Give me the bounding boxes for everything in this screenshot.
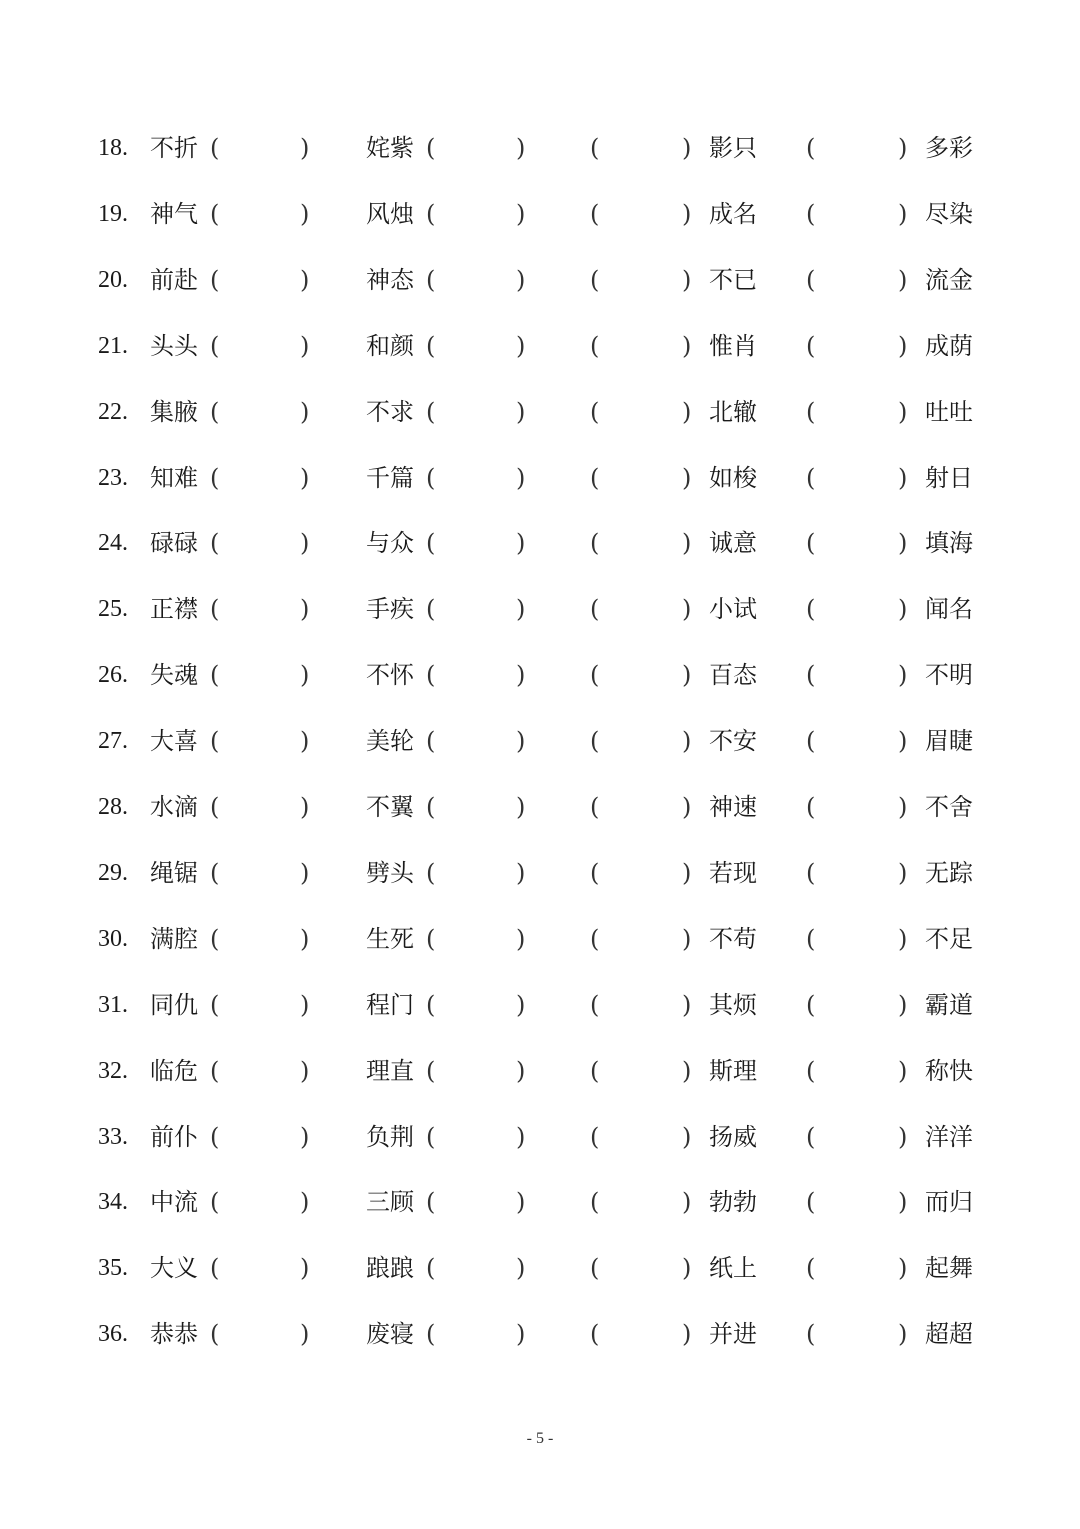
idiom-row	[0, 655, 1080, 695]
paren-close-4[interactable]: )	[898, 463, 908, 492]
idiom-row	[0, 523, 1080, 563]
idiom-part-2: 和颜	[366, 331, 414, 360]
paren-open-3[interactable]: (	[590, 858, 600, 887]
idiom-part-1: 水滴	[150, 793, 198, 821]
idiom-part-4: 而归	[925, 1188, 973, 1217]
paren-close-1[interactable]: )	[300, 990, 310, 1019]
idiom-part-1: 前仆	[150, 1122, 198, 1151]
paren-open-4[interactable]: (	[806, 265, 816, 294]
paren-close-3[interactable]: )	[682, 134, 692, 162]
paren-open-4[interactable]: (	[806, 1188, 816, 1217]
paren-open-4[interactable]: (	[806, 858, 816, 887]
paren-open-2[interactable]: (	[426, 134, 436, 162]
paren-close-1[interactable]: )	[300, 1254, 310, 1283]
paren-close-1[interactable]: )	[300, 727, 310, 756]
paren-close-3[interactable]: )	[682, 1056, 692, 1085]
idiom-part-1: 不折	[150, 134, 198, 162]
idiom-part-4: 填海	[925, 529, 973, 558]
paren-close-1[interactable]: )	[300, 331, 310, 360]
paren-close-3[interactable]: )	[682, 1188, 692, 1217]
idiom-part-2: 姹紫	[366, 134, 414, 162]
paren-open-2[interactable]: (	[426, 397, 436, 426]
idiom-row	[0, 919, 1080, 959]
idiom-row	[0, 721, 1080, 761]
paren-open-2[interactable]: (	[426, 529, 436, 558]
paren-open-4[interactable]: (	[806, 331, 816, 360]
paren-open-1[interactable]: (	[210, 1122, 220, 1151]
paren-close-3[interactable]: )	[682, 661, 692, 690]
idiom-part-4: 尽染	[925, 199, 973, 228]
paren-open-1[interactable]: (	[210, 265, 220, 294]
idiom-part-2: 负荆	[366, 1122, 414, 1151]
idiom-part-2: 不怀	[366, 661, 414, 690]
idiom-part-2: 手疾	[366, 595, 414, 624]
paren-open-1[interactable]: (	[210, 990, 220, 1019]
idiom-part-3: 影只	[709, 134, 757, 162]
paren-close-4[interactable]: )	[898, 661, 908, 690]
item-number: 33.	[98, 1123, 128, 1150]
paren-close-4[interactable]: )	[898, 331, 908, 360]
idiom-part-4: 流金	[925, 265, 973, 294]
paren-open-2[interactable]: (	[426, 199, 436, 228]
paren-close-2[interactable]: )	[516, 924, 526, 953]
paren-open-2[interactable]: (	[426, 1056, 436, 1085]
idiom-part-3: 神速	[709, 793, 757, 821]
paren-close-2[interactable]: )	[516, 265, 526, 294]
paren-open-1[interactable]: (	[210, 529, 220, 558]
paren-open-3[interactable]: (	[590, 1122, 600, 1151]
paren-close-2[interactable]: )	[516, 1188, 526, 1217]
paren-open-4[interactable]: (	[806, 1254, 816, 1283]
paren-open-3[interactable]: (	[590, 134, 600, 162]
idiom-part-1: 失魂	[150, 661, 198, 690]
idiom-part-3: 并进	[709, 1320, 757, 1349]
paren-open-3[interactable]: (	[590, 1320, 600, 1349]
paren-open-3[interactable]: (	[590, 990, 600, 1019]
item-number: 22.	[98, 398, 128, 425]
paren-close-3[interactable]: )	[682, 529, 692, 558]
paren-close-2[interactable]: )	[516, 397, 526, 426]
paren-close-2[interactable]: )	[516, 331, 526, 360]
paren-close-3[interactable]: )	[682, 331, 692, 360]
idiom-row	[0, 1314, 1080, 1354]
idiom-part-4: 起舞	[925, 1254, 973, 1283]
paren-close-2[interactable]: )	[516, 1320, 526, 1349]
idiom-part-3: 斯理	[709, 1056, 757, 1085]
paren-open-2[interactable]: (	[426, 990, 436, 1019]
paren-open-3[interactable]: (	[590, 1254, 600, 1283]
idiom-part-3: 扬威	[709, 1122, 757, 1151]
idiom-part-4: 多彩	[925, 134, 973, 162]
paren-open-1[interactable]: (	[210, 793, 220, 821]
paren-close-2[interactable]: )	[516, 793, 526, 821]
idiom-row	[0, 787, 1080, 827]
paren-open-1[interactable]: (	[210, 661, 220, 690]
paren-close-1[interactable]: )	[300, 1122, 310, 1151]
item-number: 36.	[98, 1321, 128, 1348]
idiom-part-3: 勃勃	[709, 1188, 757, 1217]
paren-close-4[interactable]: )	[898, 595, 908, 624]
idiom-part-1: 正襟	[150, 595, 198, 624]
idiom-part-3: 诚意	[709, 529, 757, 558]
paren-open-2[interactable]: (	[426, 858, 436, 887]
idiom-part-4: 超超	[925, 1320, 973, 1349]
paren-close-2[interactable]: )	[516, 595, 526, 624]
idiom-part-3: 其烦	[709, 990, 757, 1019]
idiom-part-2: 劈头	[366, 858, 414, 887]
item-number: 28.	[98, 794, 128, 820]
paren-open-3[interactable]: (	[590, 924, 600, 953]
paren-open-3[interactable]: (	[590, 265, 600, 294]
paren-open-4[interactable]: (	[806, 463, 816, 492]
paren-open-1[interactable]: (	[210, 858, 220, 887]
idiom-part-4: 不舍	[925, 793, 973, 821]
idiom-part-2: 程门	[366, 990, 414, 1019]
item-number: 27.	[98, 728, 128, 755]
paren-close-1[interactable]: )	[300, 463, 310, 492]
paren-open-2[interactable]: (	[426, 463, 436, 492]
paren-open-3[interactable]: (	[590, 727, 600, 756]
idiom-part-2: 不翼	[366, 793, 414, 821]
idiom-part-4: 称快	[925, 1056, 973, 1085]
idiom-part-1: 同仇	[150, 990, 198, 1019]
idiom-part-3: 惟肖	[709, 331, 757, 360]
paren-close-3[interactable]: )	[682, 595, 692, 624]
paren-open-4[interactable]: (	[806, 397, 816, 426]
paren-open-1[interactable]: (	[210, 924, 220, 953]
paren-open-4[interactable]: (	[806, 924, 816, 953]
idiom-part-3: 如梭	[709, 463, 757, 492]
idiom-part-2: 理直	[366, 1056, 414, 1085]
idiom-part-1: 碌碌	[150, 529, 198, 558]
paren-open-2[interactable]: (	[426, 1254, 436, 1283]
paren-open-3[interactable]: (	[590, 595, 600, 624]
idiom-part-4: 不足	[925, 924, 973, 953]
paren-open-2[interactable]: (	[426, 1188, 436, 1217]
paren-close-2[interactable]: )	[516, 463, 526, 492]
paren-open-1[interactable]: (	[210, 1320, 220, 1349]
idiom-part-4: 不明	[925, 661, 973, 690]
idiom-row	[0, 260, 1080, 300]
idiom-row	[0, 392, 1080, 432]
paren-close-3[interactable]: )	[682, 1122, 692, 1151]
idiom-part-2: 生死	[366, 924, 414, 953]
paren-close-1[interactable]: )	[300, 199, 310, 228]
paren-close-2[interactable]: )	[516, 199, 526, 228]
paren-open-1[interactable]: (	[210, 397, 220, 426]
idiom-part-1: 知难	[150, 463, 198, 492]
idiom-part-1: 神气	[150, 199, 198, 228]
idiom-part-1: 恭恭	[150, 1320, 198, 1349]
idiom-part-1: 大义	[150, 1254, 198, 1283]
paren-open-1[interactable]: (	[210, 199, 220, 228]
paren-open-2[interactable]: (	[426, 793, 436, 821]
item-number: 23.	[98, 464, 128, 491]
paren-close-3[interactable]: )	[682, 924, 692, 953]
paren-close-4[interactable]: )	[898, 1122, 908, 1151]
paren-close-2[interactable]: )	[516, 134, 526, 162]
item-number: 31.	[98, 991, 128, 1018]
paren-close-3[interactable]: )	[682, 1254, 692, 1283]
paren-close-1[interactable]: )	[300, 1320, 310, 1349]
item-number: 26.	[98, 662, 128, 689]
idiom-part-1: 满腔	[150, 924, 198, 953]
idiom-part-4: 闻名	[925, 595, 973, 624]
idiom-part-3: 不安	[709, 727, 757, 756]
paren-open-3[interactable]: (	[590, 661, 600, 690]
paren-close-3[interactable]: )	[682, 727, 692, 756]
paren-close-2[interactable]: )	[516, 858, 526, 887]
idiom-part-2: 神态	[366, 265, 414, 294]
paren-open-4[interactable]: (	[806, 529, 816, 558]
idiom-part-1: 中流	[150, 1188, 198, 1217]
paren-open-4[interactable]: (	[806, 1320, 816, 1349]
paren-open-3[interactable]: (	[590, 529, 600, 558]
idiom-part-2: 踉踉	[366, 1254, 414, 1283]
paren-close-4[interactable]: )	[898, 727, 908, 756]
idiom-row	[0, 128, 1080, 168]
paren-open-2[interactable]: (	[426, 1320, 436, 1349]
paren-open-1[interactable]: (	[210, 1254, 220, 1283]
idiom-part-4: 眉睫	[925, 727, 973, 756]
paren-close-4[interactable]: )	[898, 199, 908, 228]
paren-close-3[interactable]: )	[682, 793, 692, 821]
idiom-part-4: 吐吐	[925, 397, 973, 426]
paren-open-3[interactable]: (	[590, 331, 600, 360]
paren-close-3[interactable]: )	[682, 990, 692, 1019]
idiom-row	[0, 1117, 1080, 1157]
paren-open-2[interactable]: (	[426, 661, 436, 690]
paren-close-1[interactable]: )	[300, 595, 310, 624]
paren-close-2[interactable]: )	[516, 529, 526, 558]
idiom-row	[0, 853, 1080, 893]
idiom-part-3: 北辙	[709, 397, 757, 426]
paren-close-4[interactable]: )	[898, 265, 908, 294]
paren-close-1[interactable]: )	[300, 1056, 310, 1085]
paren-open-1[interactable]: (	[210, 1056, 220, 1085]
idiom-row	[0, 194, 1080, 234]
paren-open-1[interactable]: (	[210, 1188, 220, 1217]
paren-close-4[interactable]: )	[898, 990, 908, 1019]
item-number: 30.	[98, 925, 128, 952]
idiom-part-4: 成荫	[925, 331, 973, 360]
paren-close-3[interactable]: )	[682, 463, 692, 492]
paren-open-2[interactable]: (	[426, 727, 436, 756]
paren-close-4[interactable]: )	[898, 924, 908, 953]
item-number: 29.	[98, 859, 128, 886]
paren-open-4[interactable]: (	[806, 661, 816, 690]
idiom-row	[0, 458, 1080, 498]
item-number: 25.	[98, 596, 128, 623]
paren-close-4[interactable]: )	[898, 134, 908, 162]
paren-close-3[interactable]: )	[682, 397, 692, 426]
paren-close-2[interactable]: )	[516, 990, 526, 1019]
paren-open-3[interactable]: (	[590, 1188, 600, 1217]
idiom-part-1: 大喜	[150, 727, 198, 756]
paren-open-1[interactable]: (	[210, 331, 220, 360]
paren-open-3[interactable]: (	[590, 397, 600, 426]
item-number: 34.	[98, 1189, 128, 1216]
paren-close-1[interactable]: )	[300, 858, 310, 887]
idiom-part-2: 千篇	[366, 463, 414, 492]
paren-close-4[interactable]: )	[898, 1188, 908, 1217]
paren-close-3[interactable]: )	[682, 265, 692, 294]
paren-open-3[interactable]: (	[590, 793, 600, 821]
paren-close-3[interactable]: )	[682, 199, 692, 228]
idiom-part-2: 废寝	[366, 1320, 414, 1349]
item-number: 20.	[98, 266, 128, 293]
page-number: - 5 -	[526, 1430, 554, 1447]
paren-close-4[interactable]: )	[898, 397, 908, 426]
paren-open-4[interactable]: (	[806, 727, 816, 756]
paren-close-4[interactable]: )	[898, 1056, 908, 1085]
paren-open-3[interactable]: (	[590, 1056, 600, 1085]
paren-open-4[interactable]: (	[806, 793, 816, 821]
paren-open-4[interactable]: (	[806, 990, 816, 1019]
paren-close-2[interactable]: )	[516, 1254, 526, 1283]
paren-close-1[interactable]: )	[300, 661, 310, 690]
paren-open-1[interactable]: (	[210, 463, 220, 492]
paren-open-1[interactable]: (	[210, 727, 220, 756]
idiom-part-4: 射日	[925, 463, 973, 492]
paren-open-4[interactable]: (	[806, 134, 816, 162]
paren-open-1[interactable]: (	[210, 134, 220, 162]
paren-close-1[interactable]: )	[300, 1188, 310, 1217]
item-number: 21.	[98, 332, 128, 359]
paren-close-2[interactable]: )	[516, 1056, 526, 1085]
item-number: 24.	[98, 530, 128, 557]
idiom-row	[0, 1182, 1080, 1222]
paren-close-4[interactable]: )	[898, 858, 908, 887]
paren-open-2[interactable]: (	[426, 331, 436, 360]
idiom-part-1: 头头	[150, 331, 198, 360]
idiom-row	[0, 326, 1080, 366]
paren-close-1[interactable]: )	[300, 265, 310, 294]
idiom-part-3: 若现	[709, 858, 757, 887]
idiom-part-1: 临危	[150, 1056, 198, 1085]
paren-open-3[interactable]: (	[590, 199, 600, 228]
paren-close-1[interactable]: )	[300, 134, 310, 162]
idiom-row	[0, 985, 1080, 1025]
paren-open-1[interactable]: (	[210, 595, 220, 624]
paren-close-1[interactable]: )	[300, 924, 310, 953]
paren-open-2[interactable]: (	[426, 595, 436, 624]
paren-open-3[interactable]: (	[590, 463, 600, 492]
idiom-row	[0, 589, 1080, 629]
paren-close-4[interactable]: )	[898, 793, 908, 821]
idiom-part-3: 百态	[709, 661, 757, 690]
paren-close-3[interactable]: )	[682, 858, 692, 887]
item-number: 18.	[98, 135, 128, 161]
idiom-part-3: 小试	[709, 595, 757, 624]
paren-close-3[interactable]: )	[682, 1320, 692, 1349]
paren-close-4[interactable]: )	[898, 529, 908, 558]
idiom-row	[0, 1051, 1080, 1091]
paren-close-2[interactable]: )	[516, 1122, 526, 1151]
paren-open-4[interactable]: (	[806, 1056, 816, 1085]
paren-close-4[interactable]: )	[898, 1320, 908, 1349]
paren-open-2[interactable]: (	[426, 265, 436, 294]
idiom-part-3: 成名	[709, 199, 757, 228]
idiom-part-2: 美轮	[366, 727, 414, 756]
paren-open-2[interactable]: (	[426, 1122, 436, 1151]
paren-open-4[interactable]: (	[806, 1122, 816, 1151]
idiom-part-4: 霸道	[925, 990, 973, 1019]
paren-close-1[interactable]: )	[300, 529, 310, 558]
paren-close-2[interactable]: )	[516, 727, 526, 756]
idiom-row	[0, 1248, 1080, 1288]
paren-close-2[interactable]: )	[516, 661, 526, 690]
idiom-part-2: 风烛	[366, 199, 414, 228]
idiom-part-1: 集腋	[150, 397, 198, 426]
idiom-part-2: 与众	[366, 529, 414, 558]
idiom-part-3: 纸上	[709, 1254, 757, 1283]
paren-close-4[interactable]: )	[898, 1254, 908, 1283]
item-number: 32.	[98, 1057, 128, 1084]
item-number: 19.	[98, 200, 128, 227]
paren-open-4[interactable]: (	[806, 199, 816, 228]
idiom-part-4: 无踪	[925, 858, 973, 887]
idiom-part-1: 前赴	[150, 265, 198, 294]
idiom-part-3: 不苟	[709, 924, 757, 953]
paren-close-1[interactable]: )	[300, 793, 310, 821]
idiom-part-2: 三顾	[366, 1188, 414, 1217]
idiom-part-4: 洋洋	[925, 1122, 973, 1151]
paren-open-2[interactable]: (	[426, 924, 436, 953]
idiom-part-3: 不已	[709, 265, 757, 294]
paren-close-1[interactable]: )	[300, 397, 310, 426]
item-number: 35.	[98, 1255, 128, 1282]
paren-open-4[interactable]: (	[806, 595, 816, 624]
idiom-part-2: 不求	[366, 397, 414, 426]
idiom-part-1: 绳锯	[150, 858, 198, 887]
